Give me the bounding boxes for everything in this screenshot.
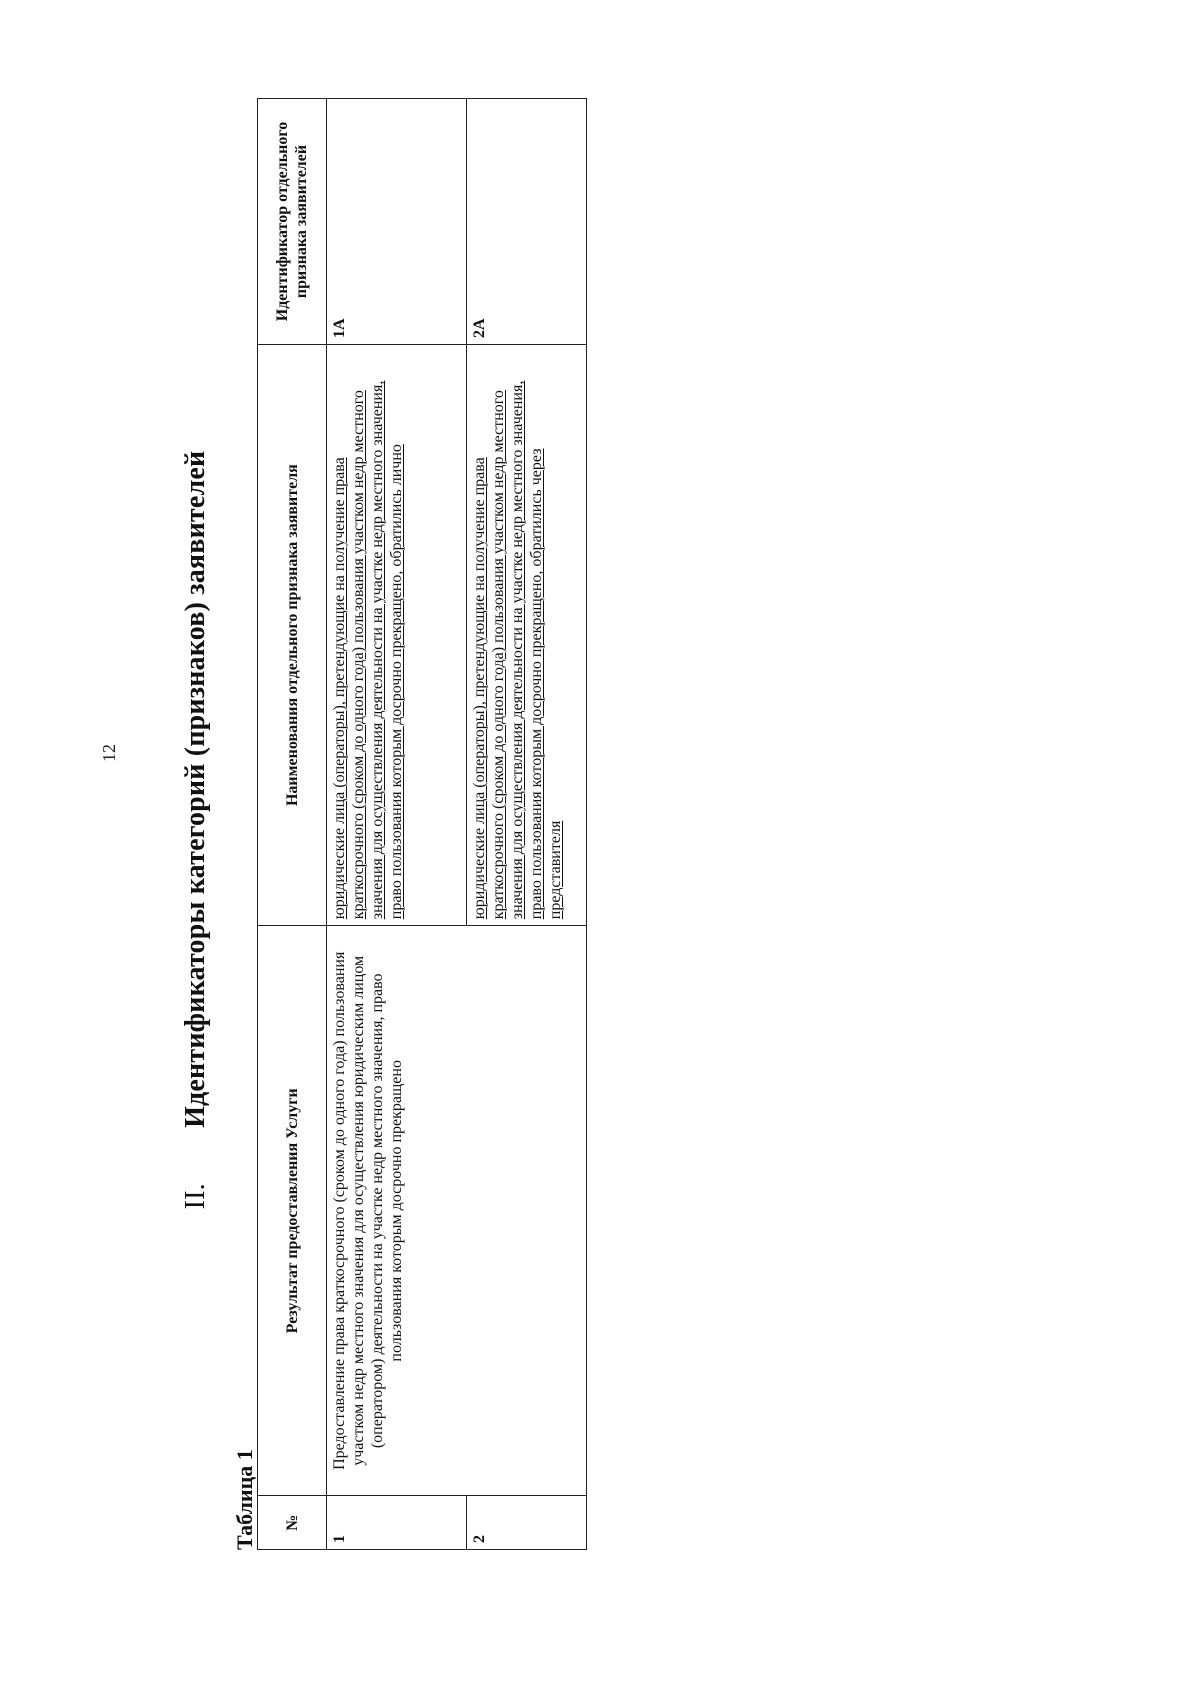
rotated-content xyxy=(180,80,600,1580)
header-attribute-name: Наименования отдельного признака заявителя xyxy=(258,344,327,925)
section-heading xyxy=(180,80,212,1580)
attribute-identifier: 1А xyxy=(327,99,467,345)
attribute-identifier: 2А xyxy=(467,99,587,345)
header-result: Результат предоставления Услуги xyxy=(258,926,327,1496)
header-number: № xyxy=(258,1496,327,1550)
service-result: Предоставление права краткосрочного (сроком до одного года) пользования участком недр местного значения для осуществления юридическим лицом (оператором) деятельности на участке недр местного значения, право пользования которым досрочно прекращено xyxy=(327,926,587,1496)
attribute-name: юридические лица (операторы), претендующие на получение права краткосрочного (сроком до одного года) пользования участком недр местного значения для осуществления деятельности на участке недр местного значения, право пользования которым досрочно прекращено, обратились через представителя xyxy=(467,344,587,925)
table-header-row xyxy=(258,99,327,1550)
section-title: Идентификаторы категорий (признаков) заявителей xyxy=(180,450,211,1128)
table-row xyxy=(327,99,467,1550)
header-identifier: Идентификатор отдельного признака заявителей xyxy=(258,99,327,345)
section-number: II. xyxy=(180,1183,211,1210)
attribute-name: юридические лица (операторы), претендующие на получение права краткосрочного (сроком до одного года) пользования участком недр местного значения для осуществления деятельности на участке недр местного значения, право пользования которым досрочно прекращено, обратились лично xyxy=(327,344,467,925)
row-number: 1 xyxy=(327,1496,467,1550)
table-caption: Таблица 1 xyxy=(232,1449,257,1550)
page-number: 12 xyxy=(99,744,119,762)
applicant-identifiers-table xyxy=(257,98,587,1550)
row-number: 2 xyxy=(467,1496,587,1550)
